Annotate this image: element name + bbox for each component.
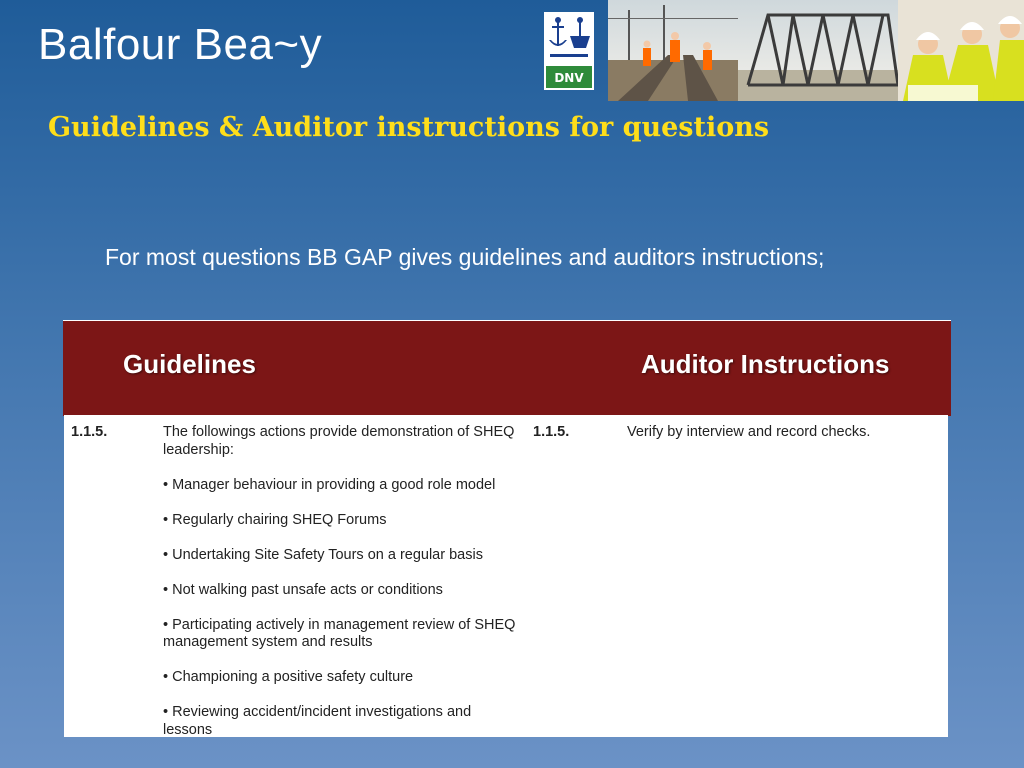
guideline-item: • Regularly chairing SHEQ Forums xyxy=(163,511,387,528)
guideline-item: • Participating actively in management review of SHEQ management system and results xyxy=(163,616,516,650)
table-body xyxy=(64,415,948,737)
question-number-left: 1.1.5. xyxy=(71,424,108,440)
guideline-item: • Undertaking Site Safety Tours on a regular basis xyxy=(163,546,483,563)
guideline-item: • Not walking past unsafe acts or conditions xyxy=(163,581,443,598)
guideline-item: The followings actions provide demonstration of SHEQ leadership: xyxy=(163,424,515,458)
guideline-item: • Championing a positive safety culture xyxy=(163,669,414,685)
table-header xyxy=(63,320,951,416)
header-photo-collage xyxy=(608,0,1024,101)
guideline-list xyxy=(163,424,523,739)
logo-text: DNV xyxy=(554,71,584,85)
brand-title: Balfour Bea~y xyxy=(38,20,323,69)
auditor-instructions-header: Auditor Instructions xyxy=(641,349,890,379)
intro-text: For most questions BB GAP gives guidelines and auditors instructions; xyxy=(105,244,825,270)
guidelines-table xyxy=(63,320,951,737)
guideline-item: • Reviewing accident/incident investigations and lessons xyxy=(163,704,472,738)
dnv-logo xyxy=(544,12,594,90)
auditor-instruction-text: Verify by interview and record checks. xyxy=(627,424,871,440)
guideline-item: • Manager behaviour in providing a good role model xyxy=(163,476,496,493)
slide-title: Guidelines & Auditor instructions for questions xyxy=(48,112,770,143)
question-number-right: 1.1.5. xyxy=(533,424,570,440)
guidelines-header: Guidelines xyxy=(123,349,256,379)
